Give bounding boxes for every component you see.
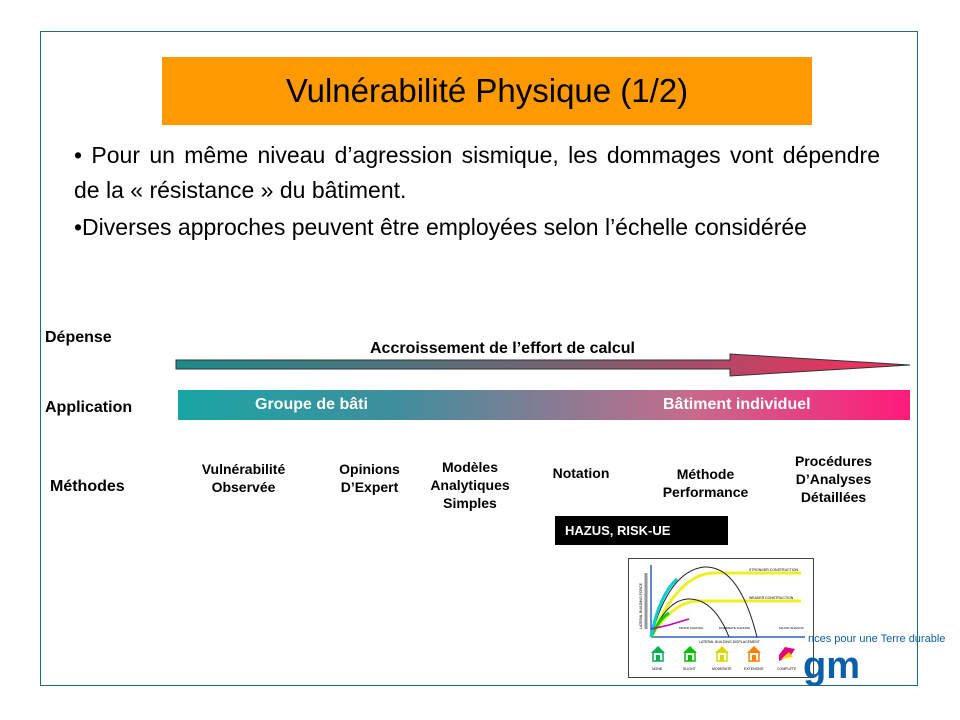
state-label-moderate: MODERATE bbox=[712, 667, 732, 671]
label-minor-shaking: MINOR SHAKING bbox=[679, 626, 704, 630]
effort-arrow-label: Accroissement de l’effort de calcul bbox=[370, 340, 635, 357]
state-label-slight: SLIGHT bbox=[683, 667, 696, 671]
house-icon-extensive bbox=[747, 646, 761, 661]
method-vulnerabilite-observee: Vulnérabilité Observée bbox=[201, 461, 286, 495]
y-axis-label: LATERAL BUILDING FORCE bbox=[639, 583, 643, 629]
bullet-2: •Diverses approches peuvent être employées selon l’échelle considérée bbox=[74, 214, 807, 240]
house-icon-complete bbox=[779, 647, 795, 661]
bar-label-individuel: Bâtiment individuel bbox=[663, 396, 811, 413]
bullet-list bbox=[74, 138, 880, 247]
state-label-complete: COMPLETE bbox=[777, 667, 797, 671]
bar-label-groupe: Groupe de bâti bbox=[255, 396, 368, 413]
slide-title: Vulnérabilité Physique (1/2) bbox=[285, 72, 689, 109]
label-moderate-shaking: MODERATE SHAKING bbox=[719, 626, 751, 630]
method-notation: Notation bbox=[552, 465, 610, 481]
row-label-application: Application bbox=[45, 399, 133, 416]
label-major-shaking: MAJOR SHAKING bbox=[779, 626, 804, 630]
row-label-methodes: Méthodes bbox=[50, 478, 125, 495]
capacity-curve-figure bbox=[628, 558, 814, 678]
x-axis-label: LATERAL BUILDING DISPLACEMENT bbox=[699, 640, 760, 644]
damage-state-icons bbox=[651, 646, 795, 661]
title-box bbox=[162, 57, 812, 125]
row-label-depense: Dépense bbox=[45, 329, 112, 346]
brand-tagline: nces pour une Terre durable bbox=[808, 633, 946, 645]
house-icon-slight bbox=[683, 646, 697, 661]
brand-logo: gm bbox=[803, 645, 860, 687]
capacity-curve-svg bbox=[629, 559, 813, 677]
hazus-label-box: HAZUS, RISK-UE bbox=[555, 516, 728, 545]
label-stronger-construction: STRONGER CONSTRUCTION bbox=[749, 568, 798, 572]
state-label-none: NONE bbox=[652, 667, 663, 671]
method-opinions-expert: Opinions D’Expert bbox=[339, 461, 400, 495]
house-icon-none bbox=[651, 646, 665, 661]
house-icon-moderate bbox=[715, 646, 729, 661]
state-label-extensive: EXTENSIVE bbox=[744, 667, 764, 671]
label-weaker-construction: WEAKER CONSTRUCTION bbox=[749, 596, 794, 600]
method-performance: Méthode Performance bbox=[662, 466, 749, 500]
method-procedures-analyses: Procédures D’Analyses Détaillées bbox=[794, 453, 873, 505]
method-modeles-analytiques: Modèles Analytiques Simples bbox=[430, 459, 510, 511]
bullet-1: • Pour un même niveau d’agression sismique, les dommages vont dépendre de la « résistance » du bâtiment. bbox=[74, 142, 880, 203]
